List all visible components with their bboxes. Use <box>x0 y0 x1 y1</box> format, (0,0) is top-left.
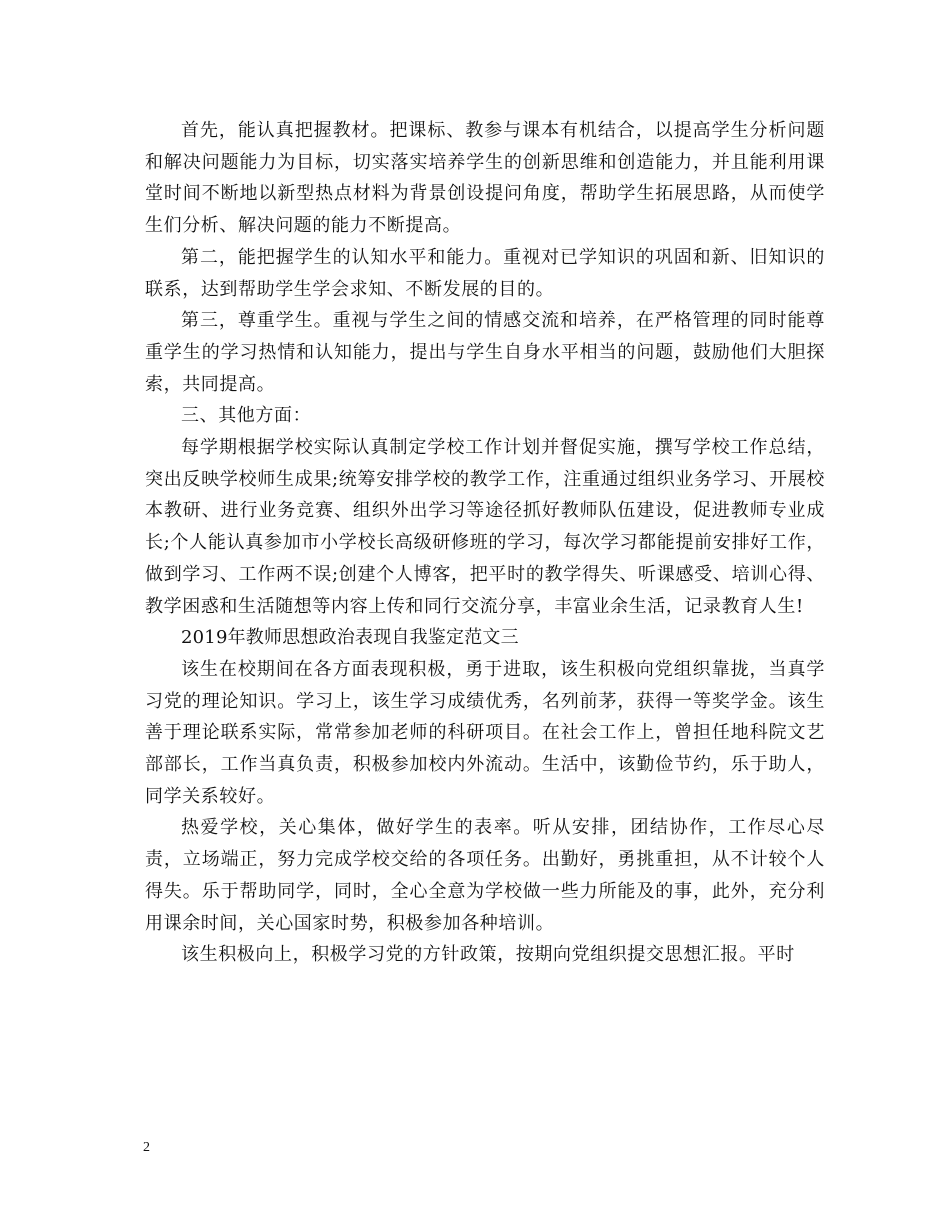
paragraph-teaching-materials: 首先，能认真把握教材。把课标、教参与课本有机结合，以提高学生分析问题和解决问题能力为目标，切实落实培养学生的创新思维和创造能力，并且能利用课堂时间不断地以新型热点材料为背景创设提问角度，帮助学生拓展思路，从而使学生们分析、解决问题的能力不断提高。 <box>145 120 825 237</box>
page-number: 2 <box>143 1140 150 1155</box>
paragraph-student-cognition: 第二，能把握学生的认知水平和能力。重视对已学知识的巩固和新、旧知识的联系，达到帮助学生学会求知、不断发展的目的。 <box>145 246 825 300</box>
section-heading-other-aspects: 三、其他方面： <box>181 405 312 427</box>
document-body <box>145 115 825 971</box>
paragraph-love-school: 热爱学校，关心集体，做好学生的表率。听从安排，团结协作，工作尽心尽责，立场端正，努力完成学校交给的各项任务。出勤好，勇挑重担，从不计较个人得失。乐于帮助同学，同时，全心全意为学校做一些力所能及的事，此外，充分利用课余时间，关心国家时势，积极参加各种培训。 <box>145 817 825 934</box>
section-title-sample-three: 2019年教师思想政治表现自我鉴定范文三 <box>181 627 519 649</box>
paragraph-party-study: 该生积极向上，积极学习党的方针政策，按期向党组织提交思想汇报。平时 <box>181 944 795 966</box>
paragraph-respect-students: 第三，尊重学生。重视与学生之间的情感交流和培养，在严格管理的同时能尊重学生的学习热情和认知能力，提出与学生自身水平相当的问题，鼓励他们大胆探索，共同提高。 <box>145 310 825 395</box>
paragraph-school-work: 每学期根据学校实际认真制定学校工作计划并督促实施，撰写学校工作总结，突出反映学校师生成果;统筹安排学校的教学工作，注重通过组织业务学习、开展校本教研、进行业务竞赛、组织外出学习等途径抓好教师队伍建设，促进教师专业成长;个人能认真参加市小学校长高级研修班的学习，每次学习都能提前安排好工作，做到学习、工作两不误;创建个人博客，把平时的教学得失、听课感受、培训心得、教学困惑和生活随想等内容上传和同行交流分享，丰富业余生活，记录教育人生! <box>145 437 825 617</box>
paragraph-student-performance: 该生在校期间在各方面表现积极，勇于进取，该生积极向党组织靠拢，当真学习党的理论知识。学习上，该生学习成绩优秀，名列前茅，获得一等奖学金。该生善于理论联系实际，常常参加老师的科研项目。在社会工作上，曾担任地科院文艺部部长，工作当真负责，积极参加校内外流动。生活中，该勤俭节约，乐于助人，同学关系较好。 <box>145 658 825 807</box>
